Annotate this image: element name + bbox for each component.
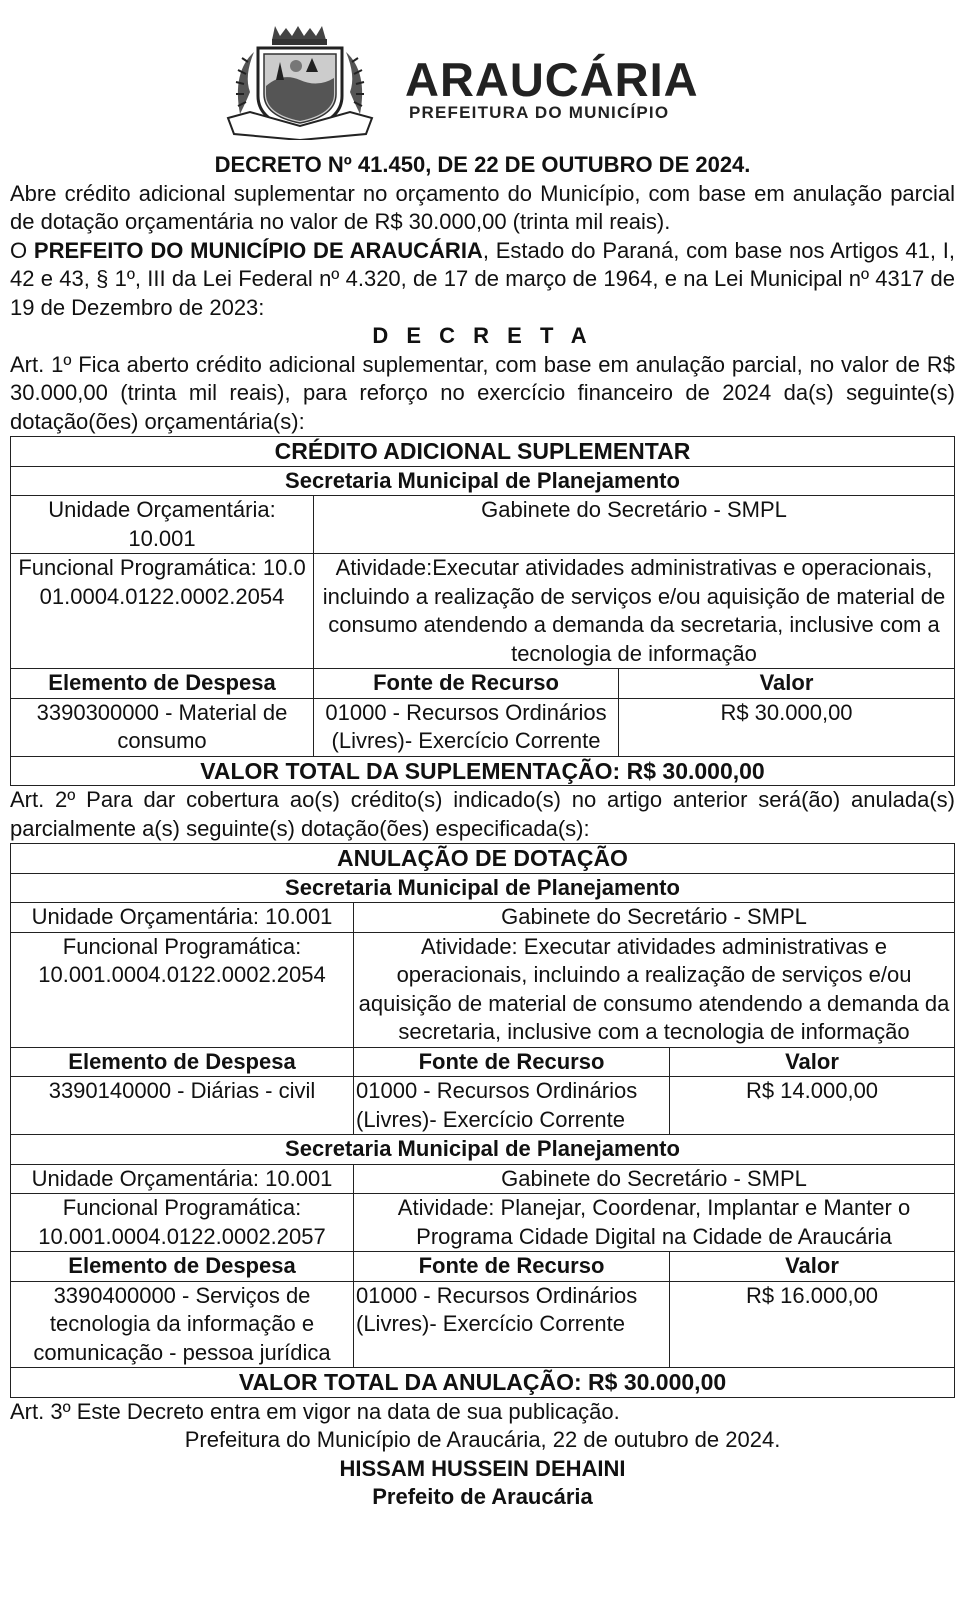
decree-ementa: Abre crédito adicional suplementar no orçamento do Município, com base em anulação parcial de dotação orçamentária no valor de R$ 30.000,00 (trinta mil reais). xyxy=(10,180,955,234)
brand-subtitle: PREFEITURA DO MUNICÍPIO xyxy=(409,103,670,122)
credit-valor: R$ 30.000,00 xyxy=(619,698,955,756)
annulment-secretaria: Secretaria Municipal de Planejamento xyxy=(11,873,955,903)
credit-total: VALOR TOTAL DA SUPLEMENTAÇÃO: R$ 30.000,00 xyxy=(11,756,955,786)
decree-preamble xyxy=(10,237,955,323)
signer-name: HISSAM HUSSEIN DEHAINI xyxy=(339,1455,626,1481)
annulment-col-fonte: Fonte de Recurso xyxy=(354,1252,670,1282)
annulment-funcional-value: Atividade: Executar atividades administrativas e operacionais, incluindo a realização de serviços e/ou aquisição de material de consumo atendendo a demanda da secretaria, inclusive com a tecnologia de informação xyxy=(354,932,955,1047)
annulment-unidade-label: Unidade Orçamentária: 10.001 xyxy=(11,903,354,933)
annulment-fonte: 01000 - Recursos Ordinários (Livres)- Exercício Corrente xyxy=(354,1077,670,1135)
credit-fonte: 01000 - Recursos Ordinários (Livres)- Exercício Corrente xyxy=(314,698,619,756)
signer-role: Prefeito de Araucária xyxy=(372,1484,593,1509)
annulment-unidade-value: Gabinete do Secretário - SMPL xyxy=(354,1164,955,1194)
credit-elemento: 3390300000 - Material de consumo xyxy=(11,698,314,756)
decree-body xyxy=(10,151,955,1512)
annulment-col-elemento: Elemento de Despesa xyxy=(11,1047,354,1077)
credit-unidade-label: Unidade Orçamentária: 10.001 xyxy=(11,496,314,554)
closing-line: Prefeitura do Município de Araucária, 22 de outubro de 2024. xyxy=(184,1427,781,1452)
article-1: Art. 1º Fica aberto crédito adicional suplementar, com base em anulação parcial, no valor de R$ 30.000,00 (trinta mil reais), para reforço no exercício financeiro de 2024 da(s) seguinte(s) dotação(ões) orçamentária(s): xyxy=(10,351,955,434)
annulment-unidade-value: Gabinete do Secretário - SMPL xyxy=(354,903,955,933)
credit-unidade-value: Gabinete do Secretário - SMPL xyxy=(314,496,955,554)
annulment-valor: R$ 14.000,00 xyxy=(670,1077,955,1135)
preamble-authority: PREFEITO DO MUNICÍPIO DE ARAUCÁRIA xyxy=(33,237,483,263)
annulment-unidade-label: Unidade Orçamentária: 10.001 xyxy=(11,1164,354,1194)
credit-secretaria: Secretaria Municipal de Planejamento xyxy=(11,466,955,496)
letterhead xyxy=(220,22,740,142)
credit-col-elemento: Elemento de Despesa xyxy=(11,669,314,699)
credit-col-valor: Valor xyxy=(619,669,955,699)
annulment-col-fonte: Fonte de Recurso xyxy=(354,1047,670,1077)
annulment-table xyxy=(10,843,955,1398)
brand-name: ARAUCÁRIA xyxy=(405,53,699,106)
credit-table-title: CRÉDITO ADICIONAL SUPLEMENTAR xyxy=(11,437,955,467)
annulment-funcional-label: Funcional Programática: 10.001.0004.0122.0002.2054 xyxy=(11,932,354,1047)
municipal-crest-logo xyxy=(220,22,390,140)
preamble-lead: O xyxy=(10,237,34,263)
annulment-col-valor: Valor xyxy=(670,1252,955,1282)
credit-table xyxy=(10,436,955,786)
credit-funcional-value: Atividade:Executar atividades administrativas e operacionais, incluindo a realização de serviços e/ou aquisição de material de consumo atendendo a demanda da secretaria, inclusive com a tecnologia de informação xyxy=(314,554,955,669)
article-2: Art. 2º Para dar cobertura ao(s) crédito(s) indicado(s) no artigo anterior será(ão) anulada(s) parcialmente a(s) seguinte(s) dotação(ões) especificada(s): xyxy=(10,787,955,841)
annulment-elemento: 3390140000 - Diárias - civil xyxy=(11,1077,354,1135)
annulment-secretaria: Secretaria Municipal de Planejamento xyxy=(11,1135,955,1165)
annulment-total: VALOR TOTAL DA ANULAÇÃO: R$ 30.000,00 xyxy=(11,1368,955,1398)
article-3: Art. 3º Este Decreto entra em vigor na data de sua publicação. xyxy=(10,1398,620,1424)
credit-funcional-label: Funcional Programática: 10.001.0004.0122.0002.2054 xyxy=(11,554,314,669)
annulment-valor: R$ 16.000,00 xyxy=(670,1281,955,1368)
brand-block xyxy=(405,53,699,122)
annulment-table-title: ANULAÇÃO DE DOTAÇÃO xyxy=(11,844,955,874)
annulment-elemento: 3390400000 - Serviços de tecnologia da informação e comunicação - pessoa jurídica xyxy=(11,1281,354,1368)
annulment-col-valor: Valor xyxy=(670,1047,955,1077)
preamble-rest: , Estado do Paraná, com base nos Artigos 41, I, 42 e 43, § 1º, III da Lei Federal nº 4.320, de 17 de março de 1964, e na Lei Municipal nº 4317 de 19 de Dezembro de 2023: xyxy=(10,237,955,320)
decree-title: DECRETO Nº 41.450, DE 22 DE OUTUBRO DE 2024. xyxy=(214,152,751,177)
annulment-funcional-value: Atividade: Planejar, Coordenar, Implantar e Manter o Programa Cidade Digital na Cidade de Araucária xyxy=(354,1194,955,1252)
credit-col-fonte: Fonte de Recurso xyxy=(314,669,619,699)
annulment-fonte: 01000 - Recursos Ordinários (Livres)- Exercício Corrente xyxy=(354,1281,670,1368)
decreta-heading: D E C R E T A xyxy=(372,323,593,348)
annulment-col-elemento: Elemento de Despesa xyxy=(11,1252,354,1282)
annulment-funcional-label: Funcional Programática: 10.001.0004.0122.0002.2057 xyxy=(11,1194,354,1252)
